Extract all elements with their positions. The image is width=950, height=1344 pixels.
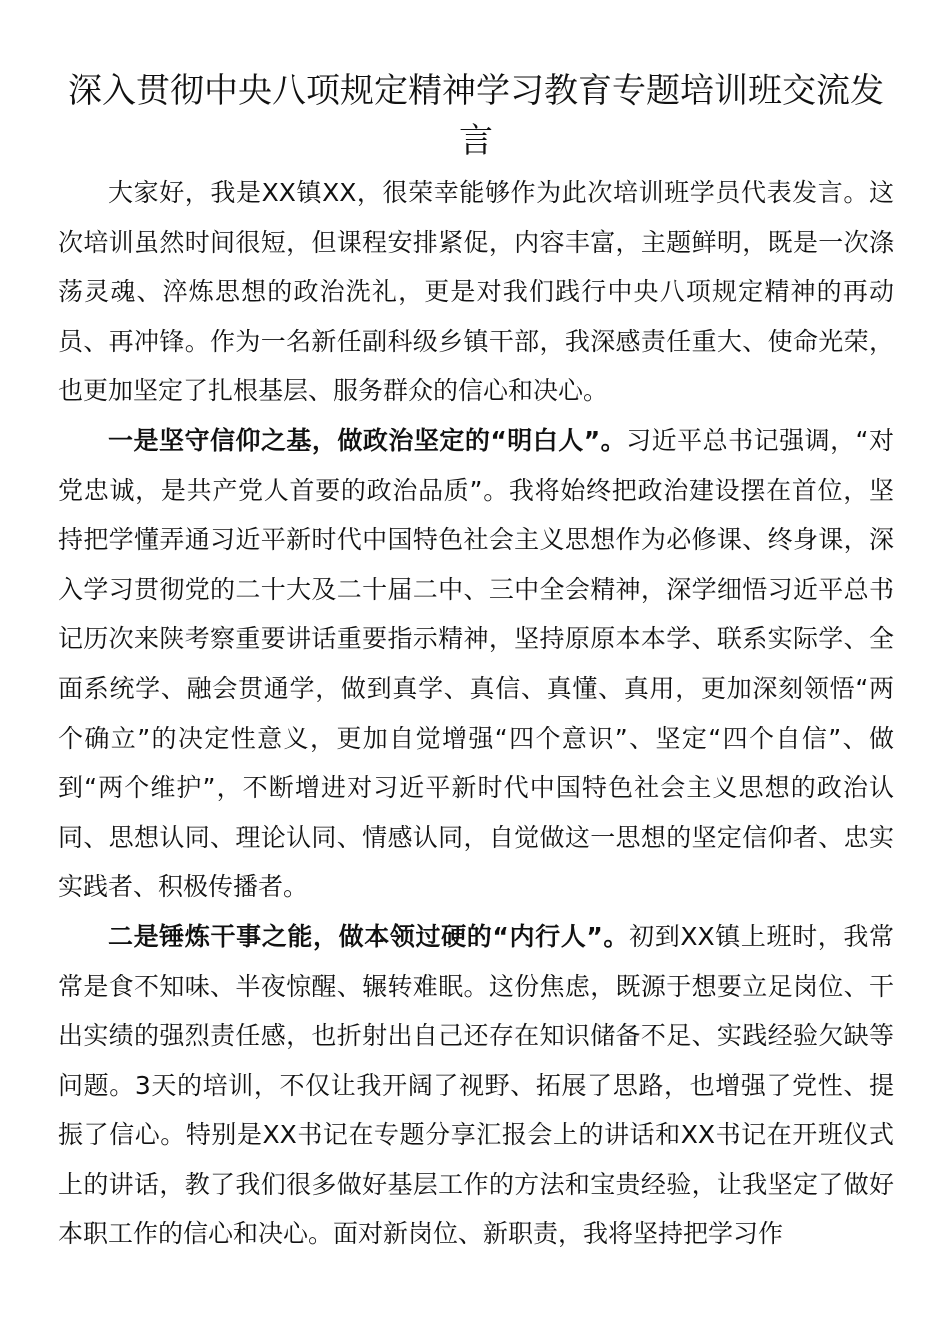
paragraph-intro xyxy=(58,168,894,416)
paragraph-point-two-heading: 二是锤炼干事之能，做本领过硬的“内行人”。 xyxy=(108,921,630,951)
document-title: 深入贯彻中央八项规定精神学习教育专题培训班交流发言 xyxy=(68,71,884,161)
document-page xyxy=(58,66,894,1259)
paragraph-point-two-text: 初到XX镇上班时，我常常是食不知味、半夜惊醒、辗转难眠。这份焦虑，既源于想要立足岗位、干出实绩的强烈责任感，也折射出自己还存在知识储备不足、实践经验欠缺等问题。3天的培训，不仅让我开阔了视野、拓展了思路，也增强了党性、提振了信心。特别是XX书记在专题分享汇报会上的讲话和XX书记在开班仪式上的讲话，教了我们很多做好基层工作的方法和宝贵经验，让我坚定了做好本职工作的信心和决心。面对新岗位、新职责，我将坚持把学习作 xyxy=(58,921,894,1249)
paragraph-point-one xyxy=(58,416,894,912)
paragraph-point-one-text: 习近平总书记强调，“对党忠诚，是共产党人首要的政治品质”。我将始终把政治建设摆在首位，坚持把学懂弄通习近平新时代中国特色社会主义思想作为必修课、终身课，深入学习贯彻党的二十大及二十届二中、三中全会精神，深学细悟习近平总书记历次来陕考察重要讲话重要指示精神，坚持原原本本学、联系实际学、全面系统学、融会贯通学，做到真学、真信、真懂、真用，更加深刻领悟“两个确立”的决定性意义，更加自觉增强“四个意识”、坚定“四个自信”、做到“两个维护”，不断增进对习近平新时代中国特色社会主义思想的政治认同、思想认同、理论认同、情感认同，自觉做这一思想的坚定信仰者、忠实实践者、积极传播者。 xyxy=(58,425,895,902)
paragraph-point-two xyxy=(58,912,894,1259)
paragraph-point-one-heading: 一是坚守信仰之基，做政治坚定的“明白人”。 xyxy=(108,425,627,455)
paragraph-intro-text: 大家好，我是XX镇XX，很荣幸能够作为此次培训班学员代表发言。这次培训虽然时间很短，但课程安排紧促，内容丰富，主题鲜明，既是一次涤荡灵魂、淬炼思想的政治洗礼，更是对我们践行中央八项规定精神的再动员、再冲锋。作为一名新任副科级乡镇干部，我深感责任重大、使命光荣，也更加坚定了扎根基层、服务群众的信心和决心。 xyxy=(58,178,894,406)
